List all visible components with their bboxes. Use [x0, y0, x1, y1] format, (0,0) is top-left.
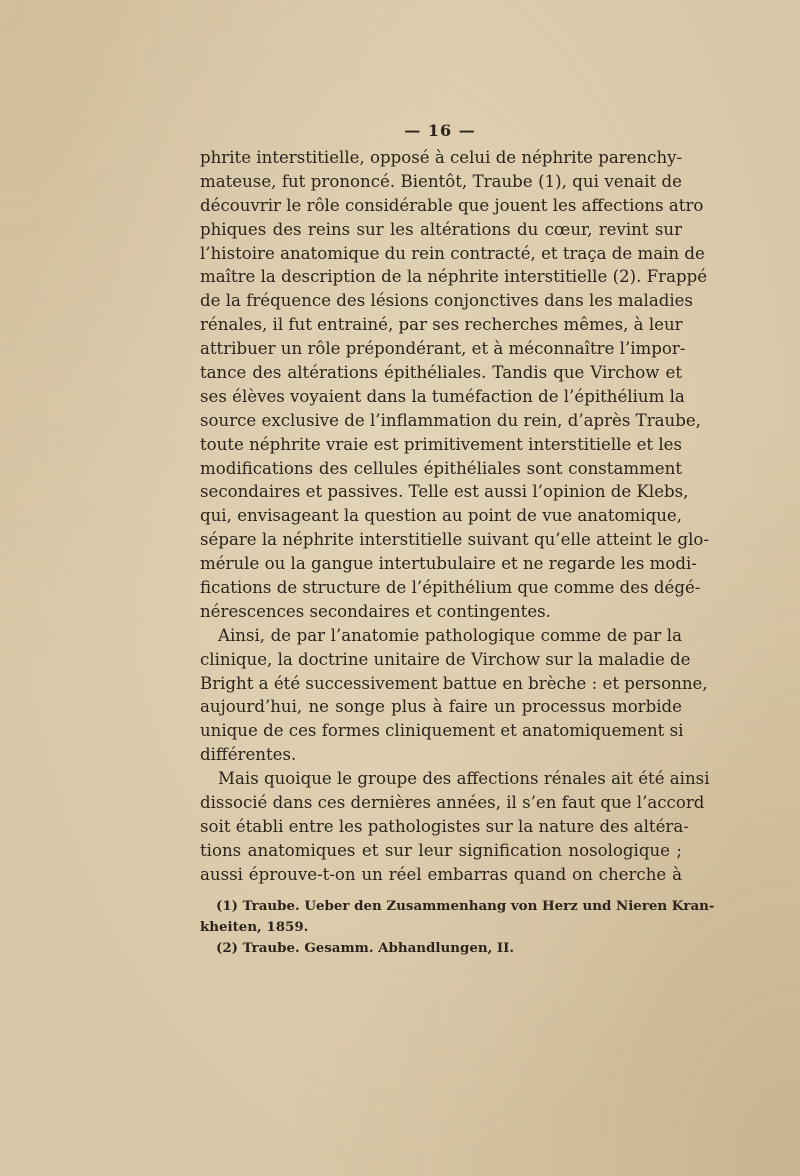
body-line: mateuse, fut prononcé. Bientôt, Traube (1), qui venait de	[200, 171, 682, 191]
body-line: fications de structure de l’épithélium que comme des dégé-	[200, 578, 701, 598]
footnote-line: kheiten, 1859.	[200, 919, 309, 935]
body-line: dissocié dans ces dernières années, il s’en faut que l’accord	[200, 793, 705, 813]
body-line: nérescences secondaires et contingentes.	[200, 601, 551, 621]
body-line: ses élèves voyaient dans la tuméfaction de l’épithélium la	[200, 386, 685, 406]
page-number: — 16 —	[404, 121, 476, 140]
body-line: unique de ces formes cliniquement et anatomiquement si	[200, 721, 684, 741]
body-line: clinique, la doctrine unitaire de Virchow sur la maladie de	[200, 649, 691, 669]
body-line: phrite interstitielle, opposé à celui de néphrite parenchy-	[200, 148, 683, 167]
body-line: tance des altérations épithéliales. Tandis que Virchow et	[200, 363, 682, 383]
body-line: différentes.	[200, 745, 297, 765]
footnote-line: (2) Traube. Gesamm. Abhandlungen, II.	[216, 940, 515, 956]
body-line: tions anatomiques et sur leur signification nosologique ;	[200, 840, 682, 860]
body-line: attribuer un rôle prépondérant, et à méconnaître l’impor-	[200, 339, 686, 359]
body-line: Ainsi, de par l’anatomie pathologique comme de par la	[218, 625, 682, 645]
body-line: Bright a été successivement battue en brèche : et personne,	[200, 673, 708, 693]
body-line: modifications des cellules épithéliales sont constamment	[200, 458, 682, 478]
body-line: rénales, il fut entrainé, par ses recherches mêmes, à leur	[200, 315, 683, 335]
footnotes	[200, 896, 715, 959]
body-line: mérule ou la gangue intertubulaire et ne regarde les modi-	[200, 554, 697, 574]
body-text	[200, 146, 710, 887]
body-line: sépare la néphrite interstitielle suivant qu’elle atteint le glo-	[200, 530, 710, 550]
body-line: Mais quoique le groupe des affections rénales ait été ainsi	[218, 769, 710, 789]
body-line: de la fréquence des lésions conjonctives dans les maladies	[200, 291, 693, 311]
body-line: source exclusive de l’inflammation du rein, d’après Traube,	[200, 410, 701, 430]
body-line: qui, envisageant la question au point de vue anatomique,	[200, 506, 682, 526]
body-line: aujourd’hui, ne songe plus à faire un processus morbide	[200, 697, 682, 717]
body-line: soit établi entre les pathologistes sur la nature des altéra-	[200, 816, 689, 836]
body-line: aussi éprouve-t-on un réel embarras quand on cherche à	[200, 864, 682, 884]
footnote-line: (1) Traube. Ueber den Zusammenhang von Herz und Nieren Kran-	[216, 898, 715, 914]
body-line: toute néphrite vraie est primitivement interstitielle et les	[200, 434, 682, 454]
body-line: phiques des reins sur les altérations du cœur, revint sur	[200, 219, 682, 239]
body-line: découvrir le rôle considérable que jouent les affections atro	[200, 195, 704, 215]
body-line: maître la description de la néphrite interstitielle (2). Frappé	[200, 267, 708, 287]
body-line: l’histoire anatomique du rein contracté, et traça de main de	[200, 243, 705, 263]
body-line: secondaires et passives. Telle est aussi l’opinion de Klebs,	[200, 482, 689, 502]
